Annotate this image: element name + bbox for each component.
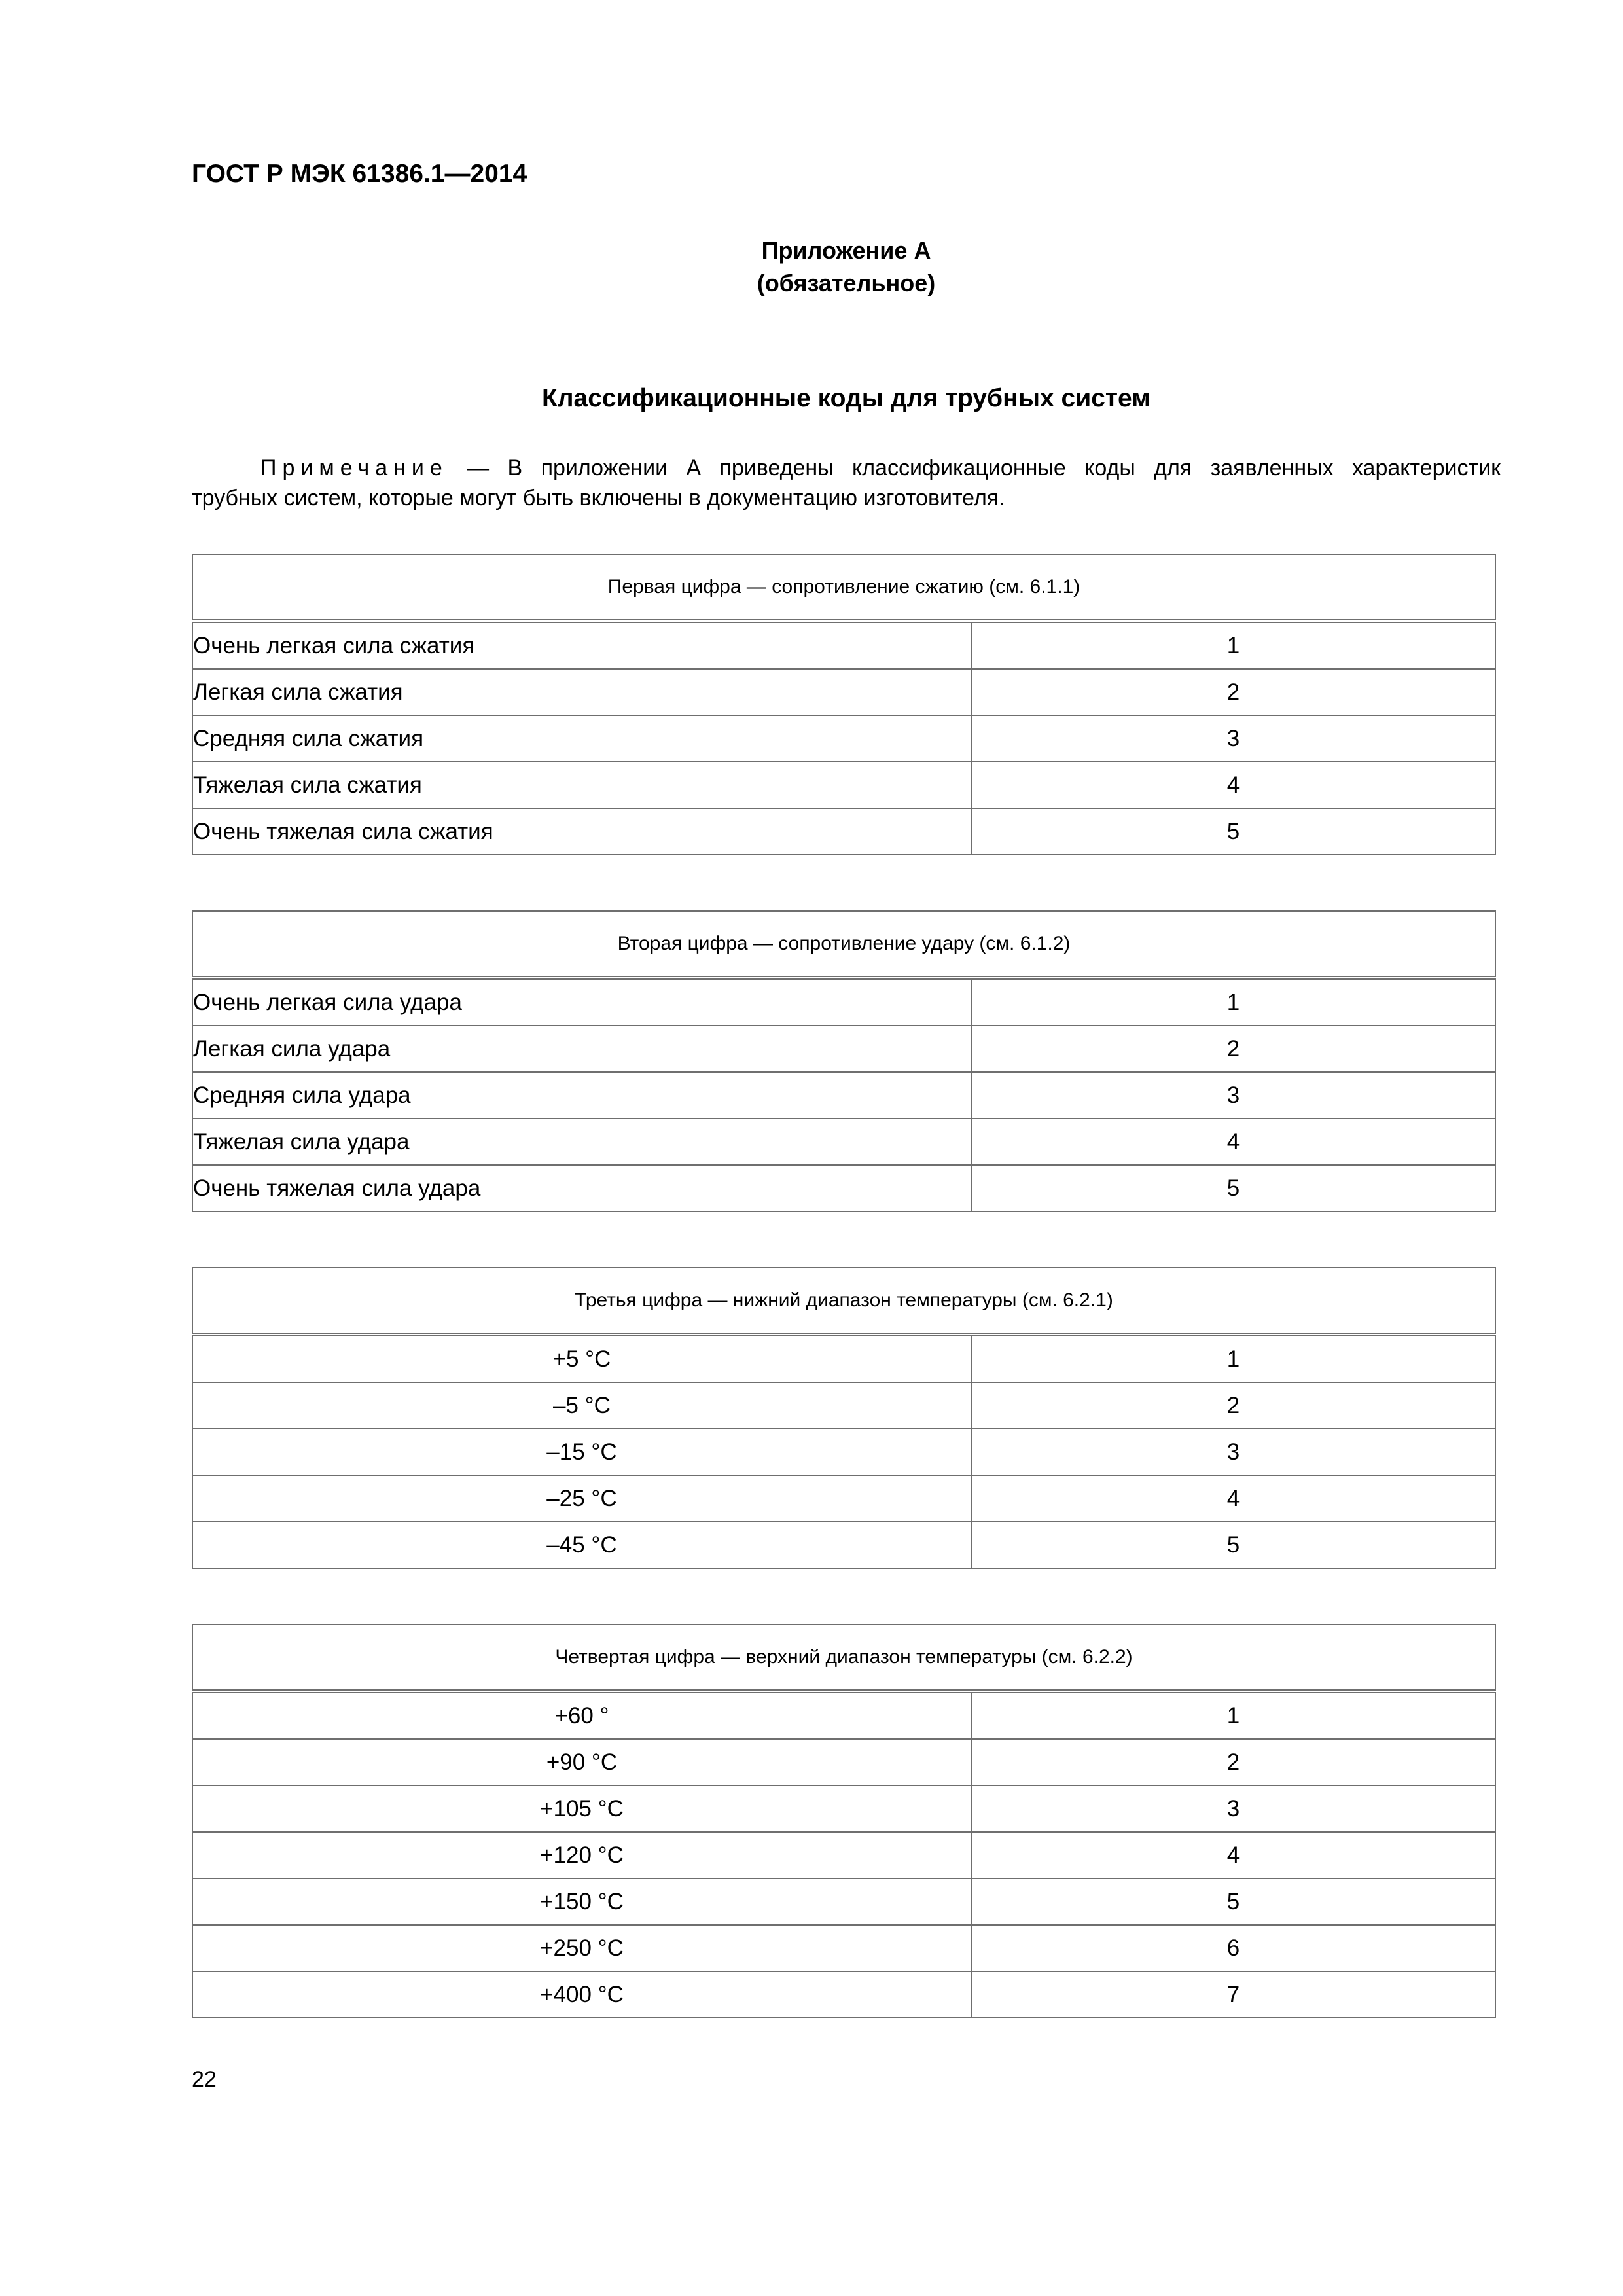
row-label: Тяжелая сила удара — [192, 1119, 971, 1165]
row-label: +60 ° — [192, 1691, 971, 1739]
table-row — [192, 978, 1495, 1026]
table-row — [192, 1072, 1495, 1119]
row-label: Легкая сила удара — [192, 1026, 971, 1072]
appendix-title: Приложение А — [761, 237, 931, 264]
table-row — [192, 1691, 1495, 1739]
row-code: 2 — [971, 1739, 1495, 1785]
row-label: +120 °С — [192, 1832, 971, 1878]
table-row — [192, 669, 1495, 715]
table-row — [192, 1785, 1495, 1832]
note-label: Примечание — [260, 456, 448, 480]
row-label: Тяжелая сила сжатия — [192, 762, 971, 808]
row-code: 1 — [971, 1691, 1495, 1739]
table-header: Вторая цифра — сопротивление удару (см. 6.1.2) — [192, 911, 1495, 978]
section-title: Классификационные коды для трубных систем — [541, 384, 1151, 412]
table-row — [192, 1382, 1495, 1429]
row-code: 4 — [971, 1475, 1495, 1522]
row-label: +5 °С — [192, 1335, 971, 1382]
row-label: Средняя сила удара — [192, 1072, 971, 1119]
note-text-1: — В приложении А приведены классификационные коды для заявленных характеристик — [467, 456, 1501, 480]
row-label: –5 °С — [192, 1382, 971, 1429]
row-label: Очень легкая сила удара — [192, 978, 971, 1026]
row-label: –45 °С — [192, 1522, 971, 1568]
impact-resistance-table — [192, 910, 1496, 1212]
row-label: Легкая сила сжатия — [192, 669, 971, 715]
row-label: –15 °С — [192, 1429, 971, 1475]
table-row — [192, 1165, 1495, 1211]
appendix-heading — [192, 234, 1501, 300]
table-row — [192, 715, 1495, 762]
table-row — [192, 1878, 1495, 1925]
row-code: 4 — [971, 1832, 1495, 1878]
table-row — [192, 1335, 1495, 1382]
row-code: 4 — [971, 762, 1495, 808]
table-header: Третья цифра — нижний диапазон температуры (см. 6.2.1) — [192, 1268, 1495, 1335]
note-line-2: трубных систем, которые могут быть включены в документацию изготовителя. — [192, 486, 1005, 511]
row-label: +400 °С — [192, 1971, 971, 2018]
note-paragraph — [192, 453, 1501, 513]
table-row — [192, 1971, 1495, 2018]
table-header-row — [192, 554, 1495, 621]
row-code: 5 — [971, 1878, 1495, 1925]
row-code: 1 — [971, 978, 1495, 1026]
row-label: Средняя сила сжатия — [192, 715, 971, 762]
table-row — [192, 621, 1495, 669]
row-code: 7 — [971, 1971, 1495, 2018]
table-header: Четвертая цифра — верхний диапазон температуры (см. 6.2.2) — [192, 1624, 1495, 1691]
lower-temperature-table — [192, 1267, 1496, 1569]
note-line-1 — [192, 453, 1501, 483]
table-header: Первая цифра — сопротивление сжатию (см. 6.1.1) — [192, 554, 1495, 621]
row-label: Очень тяжелая сила сжатия — [192, 808, 971, 855]
row-code: 3 — [971, 1429, 1495, 1475]
row-label: +90 °С — [192, 1739, 971, 1785]
row-label: +105 °С — [192, 1785, 971, 1832]
row-code: 4 — [971, 1119, 1495, 1165]
row-code: 2 — [971, 1026, 1495, 1072]
row-code: 5 — [971, 1522, 1495, 1568]
table-row — [192, 1739, 1495, 1785]
table-row — [192, 1475, 1495, 1522]
row-code: 2 — [971, 1382, 1495, 1429]
row-label: –25 °С — [192, 1475, 971, 1522]
row-code: 1 — [971, 1335, 1495, 1382]
table-row — [192, 1119, 1495, 1165]
row-code: 3 — [971, 715, 1495, 762]
row-code: 6 — [971, 1925, 1495, 1971]
appendix-status: (обязательное) — [757, 270, 936, 296]
page-number: 22 — [192, 2067, 217, 2092]
row-code: 2 — [971, 669, 1495, 715]
row-label: Очень тяжелая сила удара — [192, 1165, 971, 1211]
table-row — [192, 1925, 1495, 1971]
row-code: 5 — [971, 1165, 1495, 1211]
document-identifier: ГОСТ Р МЭК 61386.1—2014 — [192, 160, 527, 188]
row-label: +250 °С — [192, 1925, 971, 1971]
table-row — [192, 1429, 1495, 1475]
table-header-row — [192, 1624, 1495, 1691]
table-row — [192, 1522, 1495, 1568]
table-row — [192, 1832, 1495, 1878]
row-code: 3 — [971, 1072, 1495, 1119]
table-row — [192, 1026, 1495, 1072]
row-code: 3 — [971, 1785, 1495, 1832]
row-label: +150 °С — [192, 1878, 971, 1925]
row-code: 1 — [971, 621, 1495, 669]
upper-temperature-table — [192, 1624, 1496, 2018]
table-row — [192, 762, 1495, 808]
table-header-row — [192, 911, 1495, 978]
row-label: Очень легкая сила сжатия — [192, 621, 971, 669]
table-header-row — [192, 1268, 1495, 1335]
row-code: 5 — [971, 808, 1495, 855]
compression-resistance-table — [192, 554, 1496, 855]
table-row — [192, 808, 1495, 855]
